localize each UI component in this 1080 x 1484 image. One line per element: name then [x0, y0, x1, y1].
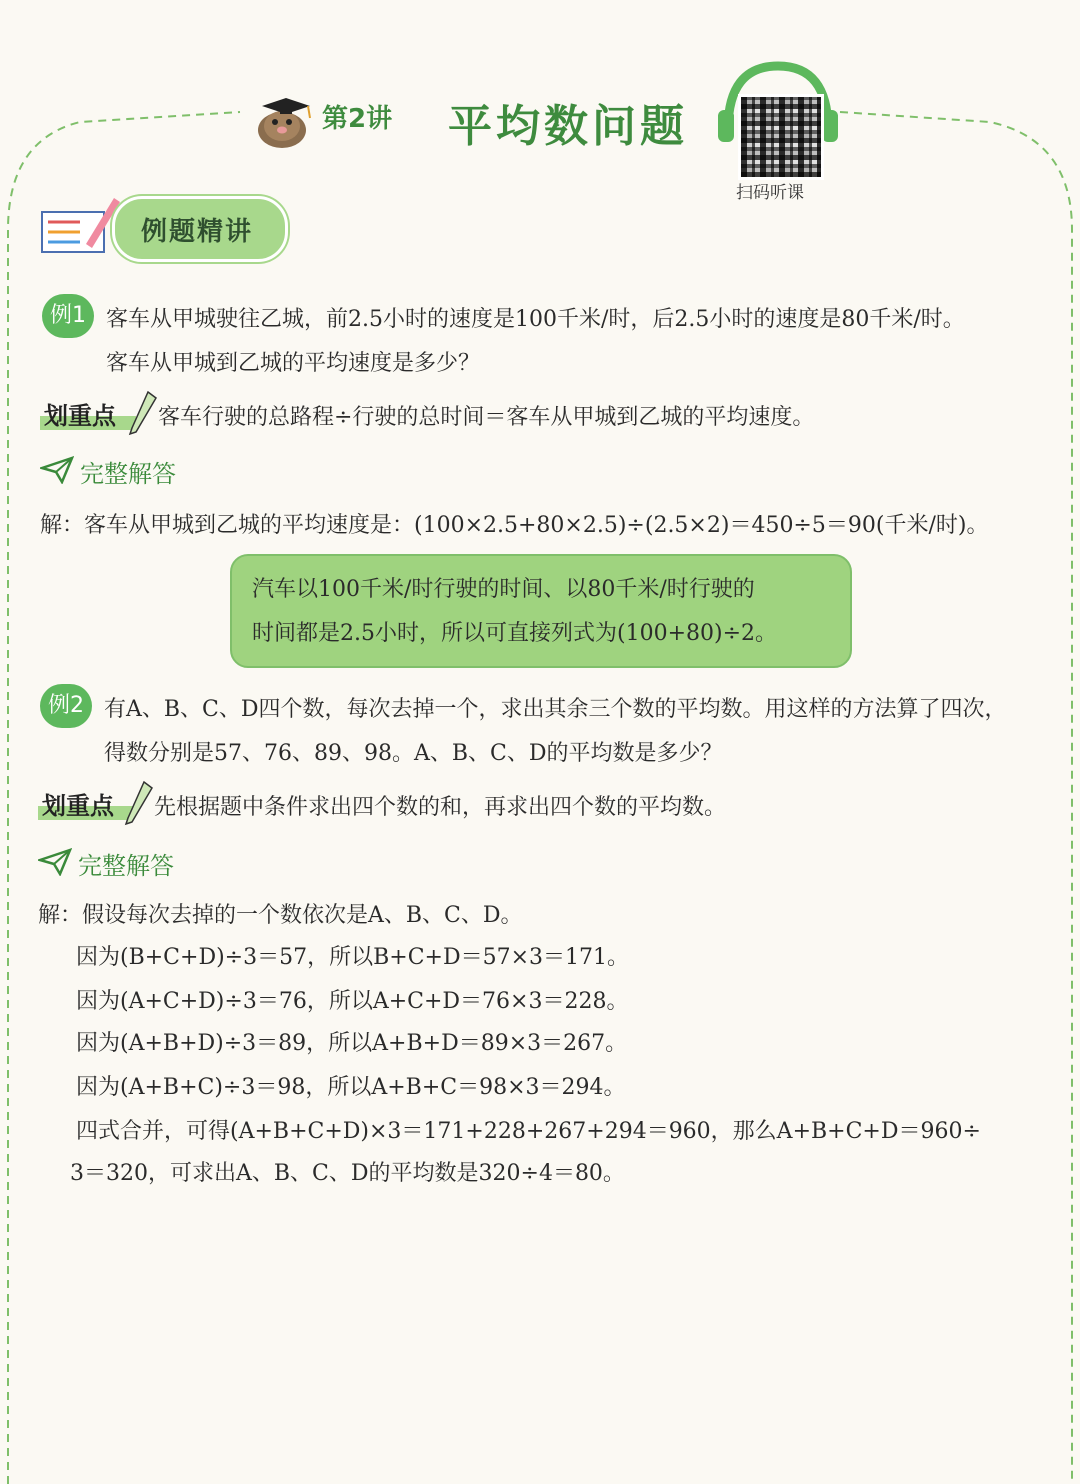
example2-solution-line: 3＝320，可求出A、B、C、D的平均数是320÷4＝80。 — [70, 1161, 625, 1186]
example2-solution-line: 因为(A+B+D)÷3＝89，所以A+B+D＝89×3＝267。 — [76, 1031, 628, 1056]
section-title-badge — [112, 196, 288, 262]
example2-question-line1: 有A、B、C、D四个数，每次去掉一个，求出其余三个数的平均数。用这样的方法算了四次， — [104, 697, 1007, 722]
page-title: 平均数问题 — [448, 101, 688, 152]
header — [240, 70, 860, 210]
qr-code-icon[interactable] — [738, 94, 824, 180]
example2-solution-line: 解：假设每次去掉的一个数依次是A、B、C、D。 — [38, 903, 523, 928]
qr-caption: 扫码听课 — [736, 183, 804, 203]
paper-plane-icon — [40, 456, 74, 484]
example2-solution-line: 因为(B+C+D)÷3＝57，所以B+C+D＝57×3＝171。 — [76, 945, 630, 970]
key-label: 划重点 — [42, 792, 114, 820]
example2-solution-header — [38, 842, 238, 882]
example1-key-point — [40, 390, 1040, 440]
lecture-label: 第2讲 — [322, 104, 393, 134]
section-title: 例题精讲 — [141, 217, 254, 247]
example2-solution-line: 因为(A+C+D)÷3＝76，所以A+C+D＝76×3＝228。 — [76, 989, 629, 1014]
pen-icon — [128, 390, 158, 436]
tip-line2: 时间都是2.5小时，所以可直接列式为(100+80)÷2。 — [252, 621, 778, 646]
tip-line1: 汽车以100千米/时行驶的时间、以80千米/时行驶的 — [252, 577, 755, 602]
example2-key-point — [38, 780, 1038, 830]
example1-question-line2: 客车从甲城到乙城的平均速度是多少？ — [106, 351, 481, 376]
example1-badge: 例1 — [42, 294, 94, 338]
paper-plane-icon — [38, 848, 72, 876]
example2-solution-line: 因为(A+B+C)÷3＝98，所以A+B+C＝98×3＝294。 — [76, 1075, 626, 1100]
key-text: 先根据题中条件求出四个数的和，再求出四个数的平均数。 — [154, 795, 727, 820]
solution-label: 完整解答 — [80, 460, 176, 488]
mole-mascot-icon — [252, 88, 316, 152]
notebook-pencil-icon — [40, 192, 120, 256]
example2-solution-line: 四式合并，可得(A+B+C+D)×3＝171+228+267+294＝960，那么A+B+C+D＝960÷ — [76, 1119, 981, 1144]
pen-icon — [124, 780, 154, 826]
example1-solution-header — [40, 450, 240, 490]
example1-tip-box — [230, 554, 852, 668]
example1-question-line1: 客车从甲城驶往乙城，前2.5小时的速度是100千米/时，后2.5小时的速度是80千米/时。 — [106, 307, 965, 332]
example1-answer: 解：客车从甲城到乙城的平均速度是：(100×2.5+80×2.5)÷(2.5×2)＝450÷5＝90(千米/时)。 — [40, 513, 989, 538]
key-label: 划重点 — [44, 402, 116, 430]
example2-badge: 例2 — [40, 684, 92, 728]
example2-question-line2: 得数分别是57、76、89、98。A、B、C、D的平均数是多少？ — [104, 741, 723, 766]
solution-label: 完整解答 — [78, 852, 174, 880]
key-text: 客车行驶的总路程÷行驶的总时间＝客车从甲城到乙城的平均速度。 — [158, 405, 815, 430]
